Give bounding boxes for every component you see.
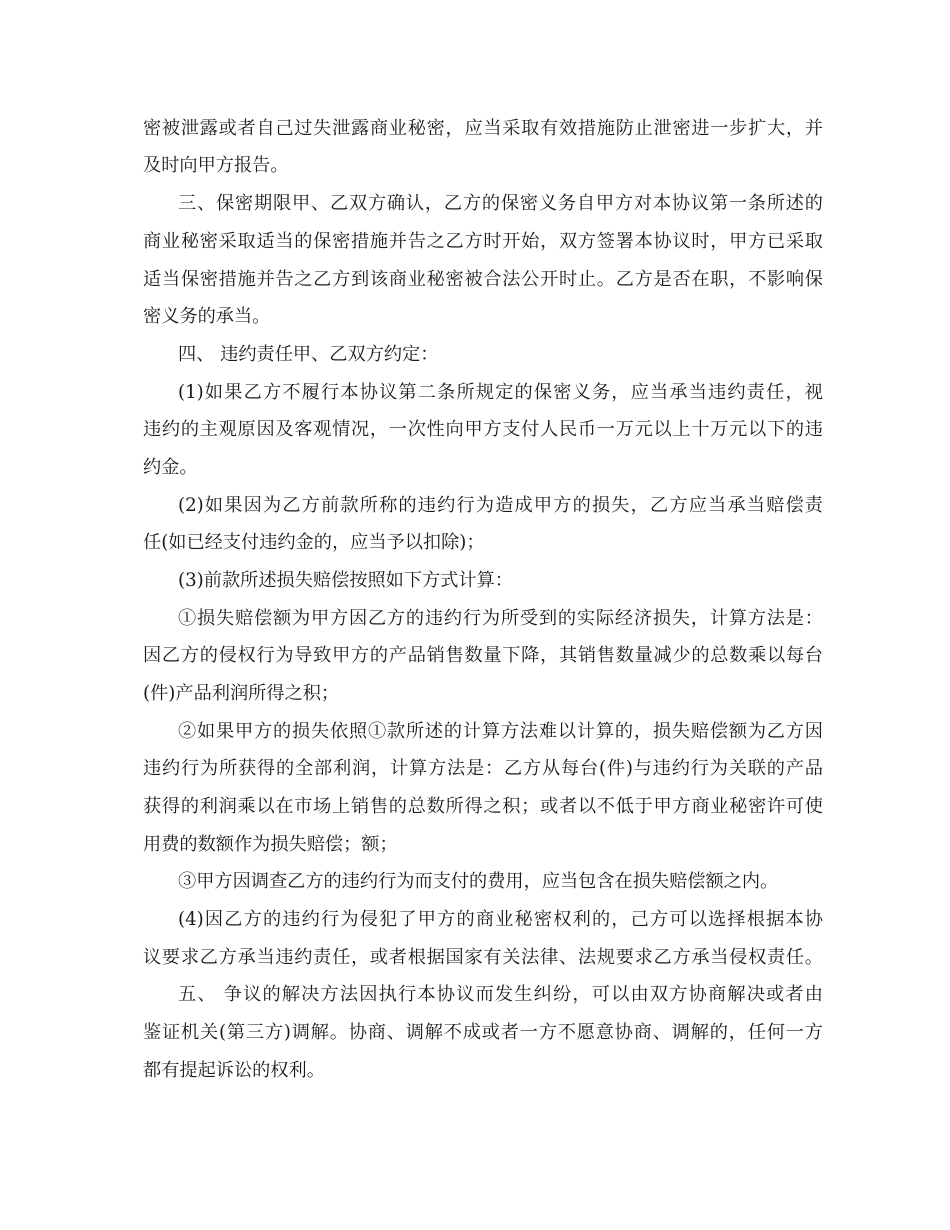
paragraph-start-line: (2)如果因为乙方前款所称的违约行为造成甲方的损失，乙方应当承当赔偿责 — [178, 495, 823, 516]
paragraph-start-line: (3)前款所述损失赔偿按照如下方式计算： — [178, 570, 513, 591]
text-line: 鉴证机关(第三方)调解。协商、调解不成或者一方不愿意协商、调解的，任何一方 — [143, 1022, 823, 1043]
text-line: 及时向甲方报告。 — [143, 155, 289, 176]
text-line: 约金。 — [143, 457, 198, 478]
text-line: 任(如已经支付违约金的，应当予以扣除)； — [143, 532, 485, 553]
paragraph-start-line: (1)如果乙方不履行本协议第二条所规定的保密义务，应当承当违约责任，视 — [178, 382, 823, 403]
text-line: 都有提起诉讼的权利。 — [143, 1060, 325, 1081]
text-line: (件)产品利润所得之积； — [143, 683, 340, 704]
text-line: 议要求乙方承当违约责任，或者根据国家有关法律、法规要求乙方承当侵权责任。 — [143, 947, 823, 968]
paragraph-start-line: 五、 争议的解决方法因执行本协议而发生纠纷，可以由双方协商解决或者由 — [178, 984, 823, 1005]
text-line: 密被泄露或者自己过失泄露商业秘密，应当采取有效措施防止泄密进一步扩大，并 — [143, 118, 823, 139]
text-line: 违约行为所获得的全部利润，计算方法是：乙方从每台(件)与违约行为关联的产品 — [143, 758, 823, 779]
paragraph-start-line: 三、保密期限甲、乙双方确认，乙方的保密义务自甲方对本协议第一条所述的 — [178, 193, 823, 214]
section-heading: 四、 违约责任甲、乙双方约定： — [178, 344, 439, 365]
text-line: 适当保密措施并告之乙方到该商业秘密被合法公开时止。乙方是否在职，不影响保 — [143, 269, 823, 290]
text-line: 商业秘密采取适当的保密措施并告之乙方时开始，双方签署本协议时，甲方已采取 — [143, 231, 823, 252]
text-line: 违约的主观原因及客观情况，一次性向甲方支付人民币一万元以上十万元以下的违 — [143, 419, 823, 440]
text-line: 用费的数额作为损失赔偿；额； — [143, 834, 398, 855]
paragraph-start-line: ③甲方因调查乙方的违约行为而支付的费用，应当包含在损失赔偿额之内。 — [178, 871, 779, 892]
paragraph-start-line: ①损失赔偿额为甲方因乙方的违约行为所受到的实际经济损失，计算方法是： — [178, 608, 823, 629]
text-line: 获得的利润乘以在市场上销售的总数所得之积；或者以不低于甲方商业秘密许可使 — [143, 796, 823, 817]
text-line: 因乙方的侵权行为导致甲方的产品销售数量下降，其销售数量减少的总数乘以每台 — [143, 645, 823, 666]
paragraph-start-line: (4)因乙方的违约行为侵犯了甲方的商业秘密权利的，己方可以选择根据本协 — [178, 909, 823, 930]
paragraph-start-line: ②如果甲方的损失依照①款所述的计算方法难以计算的，损失赔偿额为乙方因 — [178, 721, 823, 742]
text-line: 密义务的承当。 — [143, 306, 271, 327]
